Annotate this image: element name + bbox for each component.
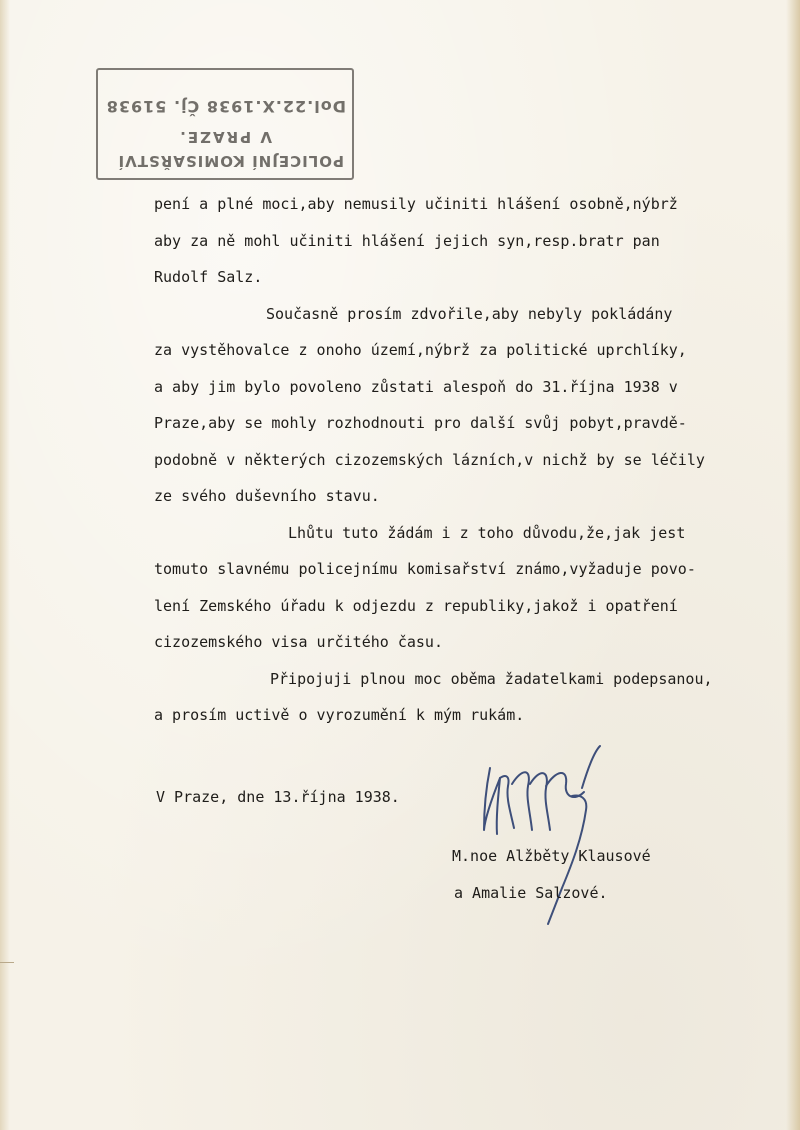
police-receipt-stamp — [96, 68, 354, 180]
letter-line: lení Zemského úřadu k odjezdu z republiky,jakož i opatření — [154, 596, 678, 615]
stamp-received-date: Dol.22.X.1938 Čj. 51938 — [105, 97, 346, 116]
page-edge-right — [786, 0, 800, 1130]
letter-line: cizozemského visa určitého času. — [154, 633, 443, 651]
letter-line: Připojuji plnou moc oběma žadatelkami podepsanou, — [270, 669, 713, 688]
edge-mark — [0, 962, 14, 963]
stamp-office-name: POLICEJNÍ KOMISAŘSTVÍ — [117, 152, 344, 170]
page-edge-left — [0, 0, 10, 1130]
letter-line: Lhůtu tuto žádám i z toho důvodu,že,jak jest — [288, 523, 686, 542]
signatory-block — [452, 838, 651, 912]
letter-line: Současně prosím zdvořile,aby nebyly pokládány — [266, 304, 673, 323]
letter-body — [154, 186, 774, 734]
letter-line: aby za ně mohl učiniti hlášení jejich syn,resp.bratr pan — [154, 231, 660, 250]
bleed-through-text — [456, 14, 786, 124]
stamp-city: V PRAZE. — [178, 128, 272, 146]
letter-line: a aby jim bylo povoleno zůstati alespoň do 31.října 1938 v — [154, 377, 678, 396]
signatory-line-1: M.noe Alžběty Klausové — [452, 847, 651, 865]
signatory-line-2: a Amalie Salzové. — [454, 884, 608, 902]
letter-line: ze svého duševního stavu. — [154, 487, 380, 505]
letter-line: a prosím uctivě o vyrozumění k mým rukám. — [154, 706, 525, 724]
letter-date: V Praze, dne 13.října 1938. — [156, 788, 400, 806]
letter-line: Praze,aby se mohly rozhodnouti pro další svůj pobyt,pravdě- — [154, 414, 687, 432]
letter-line: Rudolf Salz. — [154, 268, 263, 286]
letter-line: pení a plné moci,aby nemusily učiniti hlášení osobně,nýbrž — [154, 195, 678, 213]
letter-line: za vystěhovalce z onoho území,nýbrž za politické uprchlíky, — [154, 341, 687, 359]
letter-line: tomuto slavnému policejnímu komisařství známo,vyžaduje povo- — [154, 560, 696, 578]
letter-line: podobně v některých cizozemských lázních,v nichž by se léčily — [154, 450, 705, 469]
